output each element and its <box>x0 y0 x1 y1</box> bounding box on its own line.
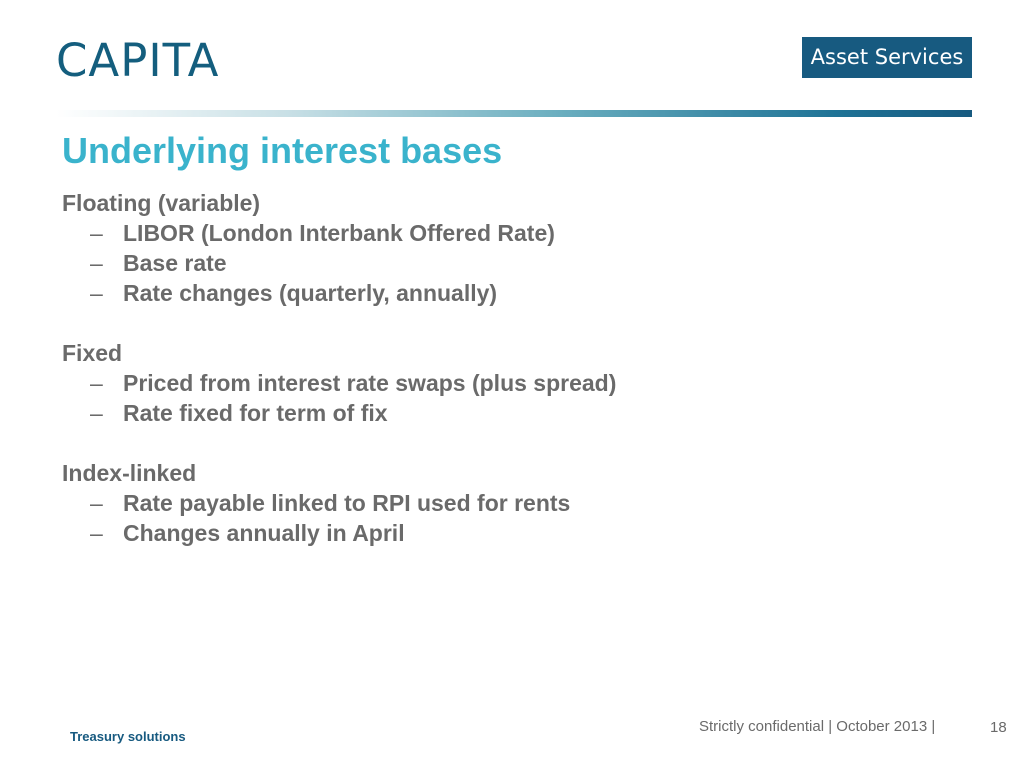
section-heading: Floating (variable) <box>62 190 261 216</box>
section-fixed <box>62 338 962 428</box>
bullet-item <box>62 488 962 518</box>
bullet-item <box>62 278 962 308</box>
bullet-text: Base rate <box>123 250 227 276</box>
bullet-list <box>62 218 962 308</box>
bullet-item <box>62 248 962 278</box>
bullet-dash: – <box>90 400 103 426</box>
section-heading: Index-linked <box>62 460 197 486</box>
page-number: 18 <box>990 719 1007 736</box>
bullet-text: LIBOR (London Interbank Offered Rate) <box>123 220 555 246</box>
bullet-item <box>62 218 962 248</box>
bullet-text: Changes annually in April <box>123 520 405 546</box>
section-floating <box>62 188 962 308</box>
asset-services-badge: Asset Services <box>802 37 972 78</box>
section-heading: Fixed <box>62 340 123 366</box>
footer-product-label: Treasury solutions <box>70 729 186 744</box>
bullet-text: Rate payable linked to RPI used for rents <box>123 490 571 516</box>
bullet-list <box>62 368 962 428</box>
footer-confidential: Strictly confidential | October 2013 | <box>699 718 936 735</box>
bullet-dash: – <box>90 220 103 246</box>
bullet-list <box>62 488 962 548</box>
bullet-dash: – <box>90 280 103 306</box>
header-divider <box>56 110 972 117</box>
bullet-item <box>62 518 962 548</box>
bullet-item <box>62 398 962 428</box>
slide-body <box>62 188 962 578</box>
slide-title: Underlying interest bases <box>62 130 503 171</box>
bullet-dash: – <box>90 520 103 546</box>
capita-logo: CAPITA <box>56 34 220 87</box>
bullet-text: Priced from interest rate swaps (plus spread) <box>123 370 617 396</box>
bullet-dash: – <box>90 370 103 396</box>
bullet-text: Rate fixed for term of fix <box>123 400 388 426</box>
section-index-linked <box>62 458 962 548</box>
bullet-dash: – <box>90 250 103 276</box>
bullet-dash: – <box>90 490 103 516</box>
bullet-text: Rate changes (quarterly, annually) <box>123 280 498 306</box>
bullet-item <box>62 368 962 398</box>
